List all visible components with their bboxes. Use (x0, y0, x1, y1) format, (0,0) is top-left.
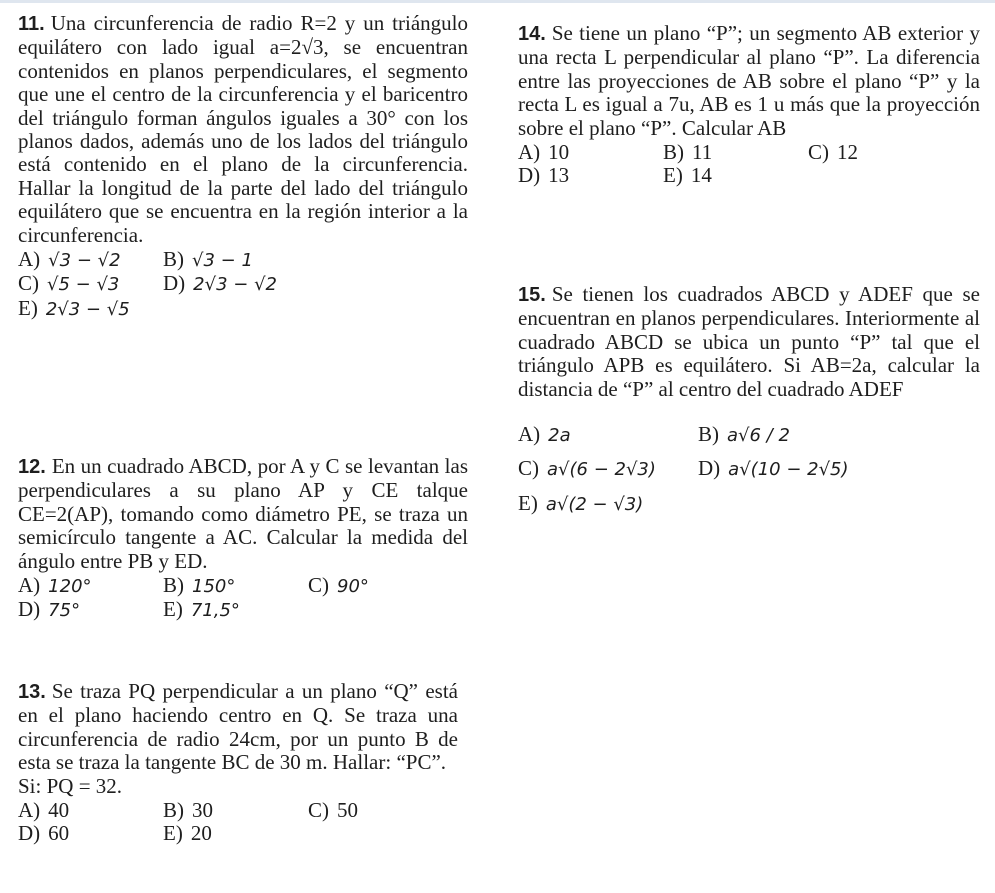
option-a[interactable]: A) 40 (18, 798, 70, 823)
option-c[interactable]: C) 12 (808, 140, 858, 165)
problem-number: 13. (18, 681, 46, 703)
problem-number: 15. (518, 284, 546, 306)
option-e[interactable]: E) 20 (163, 821, 212, 846)
problem-15-statement (518, 283, 980, 401)
option-d[interactable]: D) 60 (18, 821, 70, 846)
problem-text: Se tiene un plano “P”; un segmento AB exterior y una recta L perpendicular al plano “P”. La diferencia entre las proyecciones de AB sobre el plano “P” y la recta L es igual a 7u, AB es 1 u más que la proyección sobre el plano “P”. Calcular AB (518, 21, 980, 140)
problem-14 (518, 22, 980, 188)
option-e[interactable]: E) 2√3 − √5 (18, 295, 130, 320)
problem-13 (18, 680, 458, 846)
option-c[interactable]: C) 90° (308, 573, 369, 598)
problem-13-condition: Si: PQ = 32. (18, 773, 123, 798)
problem-12-statement (18, 455, 468, 573)
option-a[interactable]: A) 120° (18, 573, 92, 598)
problem-15 (518, 283, 980, 516)
option-d[interactable]: D) 2√3 − √2 (163, 271, 277, 296)
problem-14-options (518, 141, 980, 188)
problem-11-statement (18, 12, 468, 247)
problem-text: En un cuadrado ABCD, por A y C se levantan las perpendiculares a su plano AP y CE talque CE=2(AP), tomando como diámetro PE, se traza un semicírculo tangente a AC. Calcular la medida del ángulo entre PB y ED. (18, 454, 468, 573)
problem-13-options (18, 799, 458, 846)
problem-11-options (18, 248, 468, 321)
problem-number: 14. (518, 23, 546, 45)
option-b[interactable]: B) 11 (663, 140, 713, 165)
problem-13-statement (18, 680, 458, 775)
problem-12 (18, 455, 468, 623)
option-e[interactable]: E) a√(2 − √3) (518, 490, 644, 515)
problem-text: Se tienen los cuadrados ABCD y ADEF que se encuentran en planos perpendiculares. Interiormente al cuadrado ABCD se ubica un punto “P” tal que el triángulo APB es equilátero. Si AB=2a, calcular la distancia de “P” al centro del cuadrado ADEF (518, 282, 980, 401)
option-b[interactable]: B) 150° (163, 573, 236, 598)
option-e[interactable]: E) 71,5° (163, 597, 240, 622)
option-a[interactable]: A) √3 − √2 (18, 247, 121, 272)
option-b[interactable]: B) √3 − 1 (163, 247, 253, 272)
option-b[interactable]: B) 30 (163, 798, 213, 823)
top-border (0, 0, 995, 3)
option-c[interactable]: C) a√(6 − 2√3) (518, 456, 656, 481)
problem-12-options (18, 574, 468, 623)
problem-15-options (518, 423, 980, 516)
option-spacer (308, 272, 453, 296)
problem-number: 12. (18, 456, 46, 478)
problem-14-statement (518, 22, 980, 140)
option-b[interactable]: B) a√6 / 2 (698, 422, 790, 447)
option-c[interactable]: C) √5 − √3 (18, 271, 120, 296)
option-d[interactable]: D) a√(10 − 2√5) (698, 456, 849, 481)
problem-number: 11. (18, 13, 45, 35)
option-a[interactable]: A) 10 (518, 140, 570, 165)
option-spacer (308, 248, 453, 272)
problem-text: Una circunferencia de radio R=2 y un triángulo equilátero con lado igual a=2√3, se encuentran contenidos en planos perpendiculares, el segmento que une el centro de la circunferencia y el baricentro del triángulo forman ángulos iguales a 30° con los planos dados, además uno de los lados del triángulo está contenido en el plano de la circunferencia. Hallar la longitud de la parte del lado del triángulo equilátero que se encuentra en la región interior a la circunferencia. (18, 11, 468, 247)
problem-text: Se traza PQ perpendicular a un plano “Q” está en el plano haciendo centro en Q. Se traza una circunferencia de radio 24cm, por un punto B de esta se traza la tangente BC de 30 m. Hallar: “PC”. (18, 679, 458, 775)
option-a[interactable]: A) 2a (518, 422, 571, 447)
problem-11 (18, 12, 468, 321)
option-d[interactable]: D) 75° (18, 597, 81, 622)
option-e[interactable]: E) 14 (663, 163, 712, 188)
option-c[interactable]: C) 50 (308, 798, 358, 823)
option-d[interactable]: D) 13 (518, 163, 570, 188)
